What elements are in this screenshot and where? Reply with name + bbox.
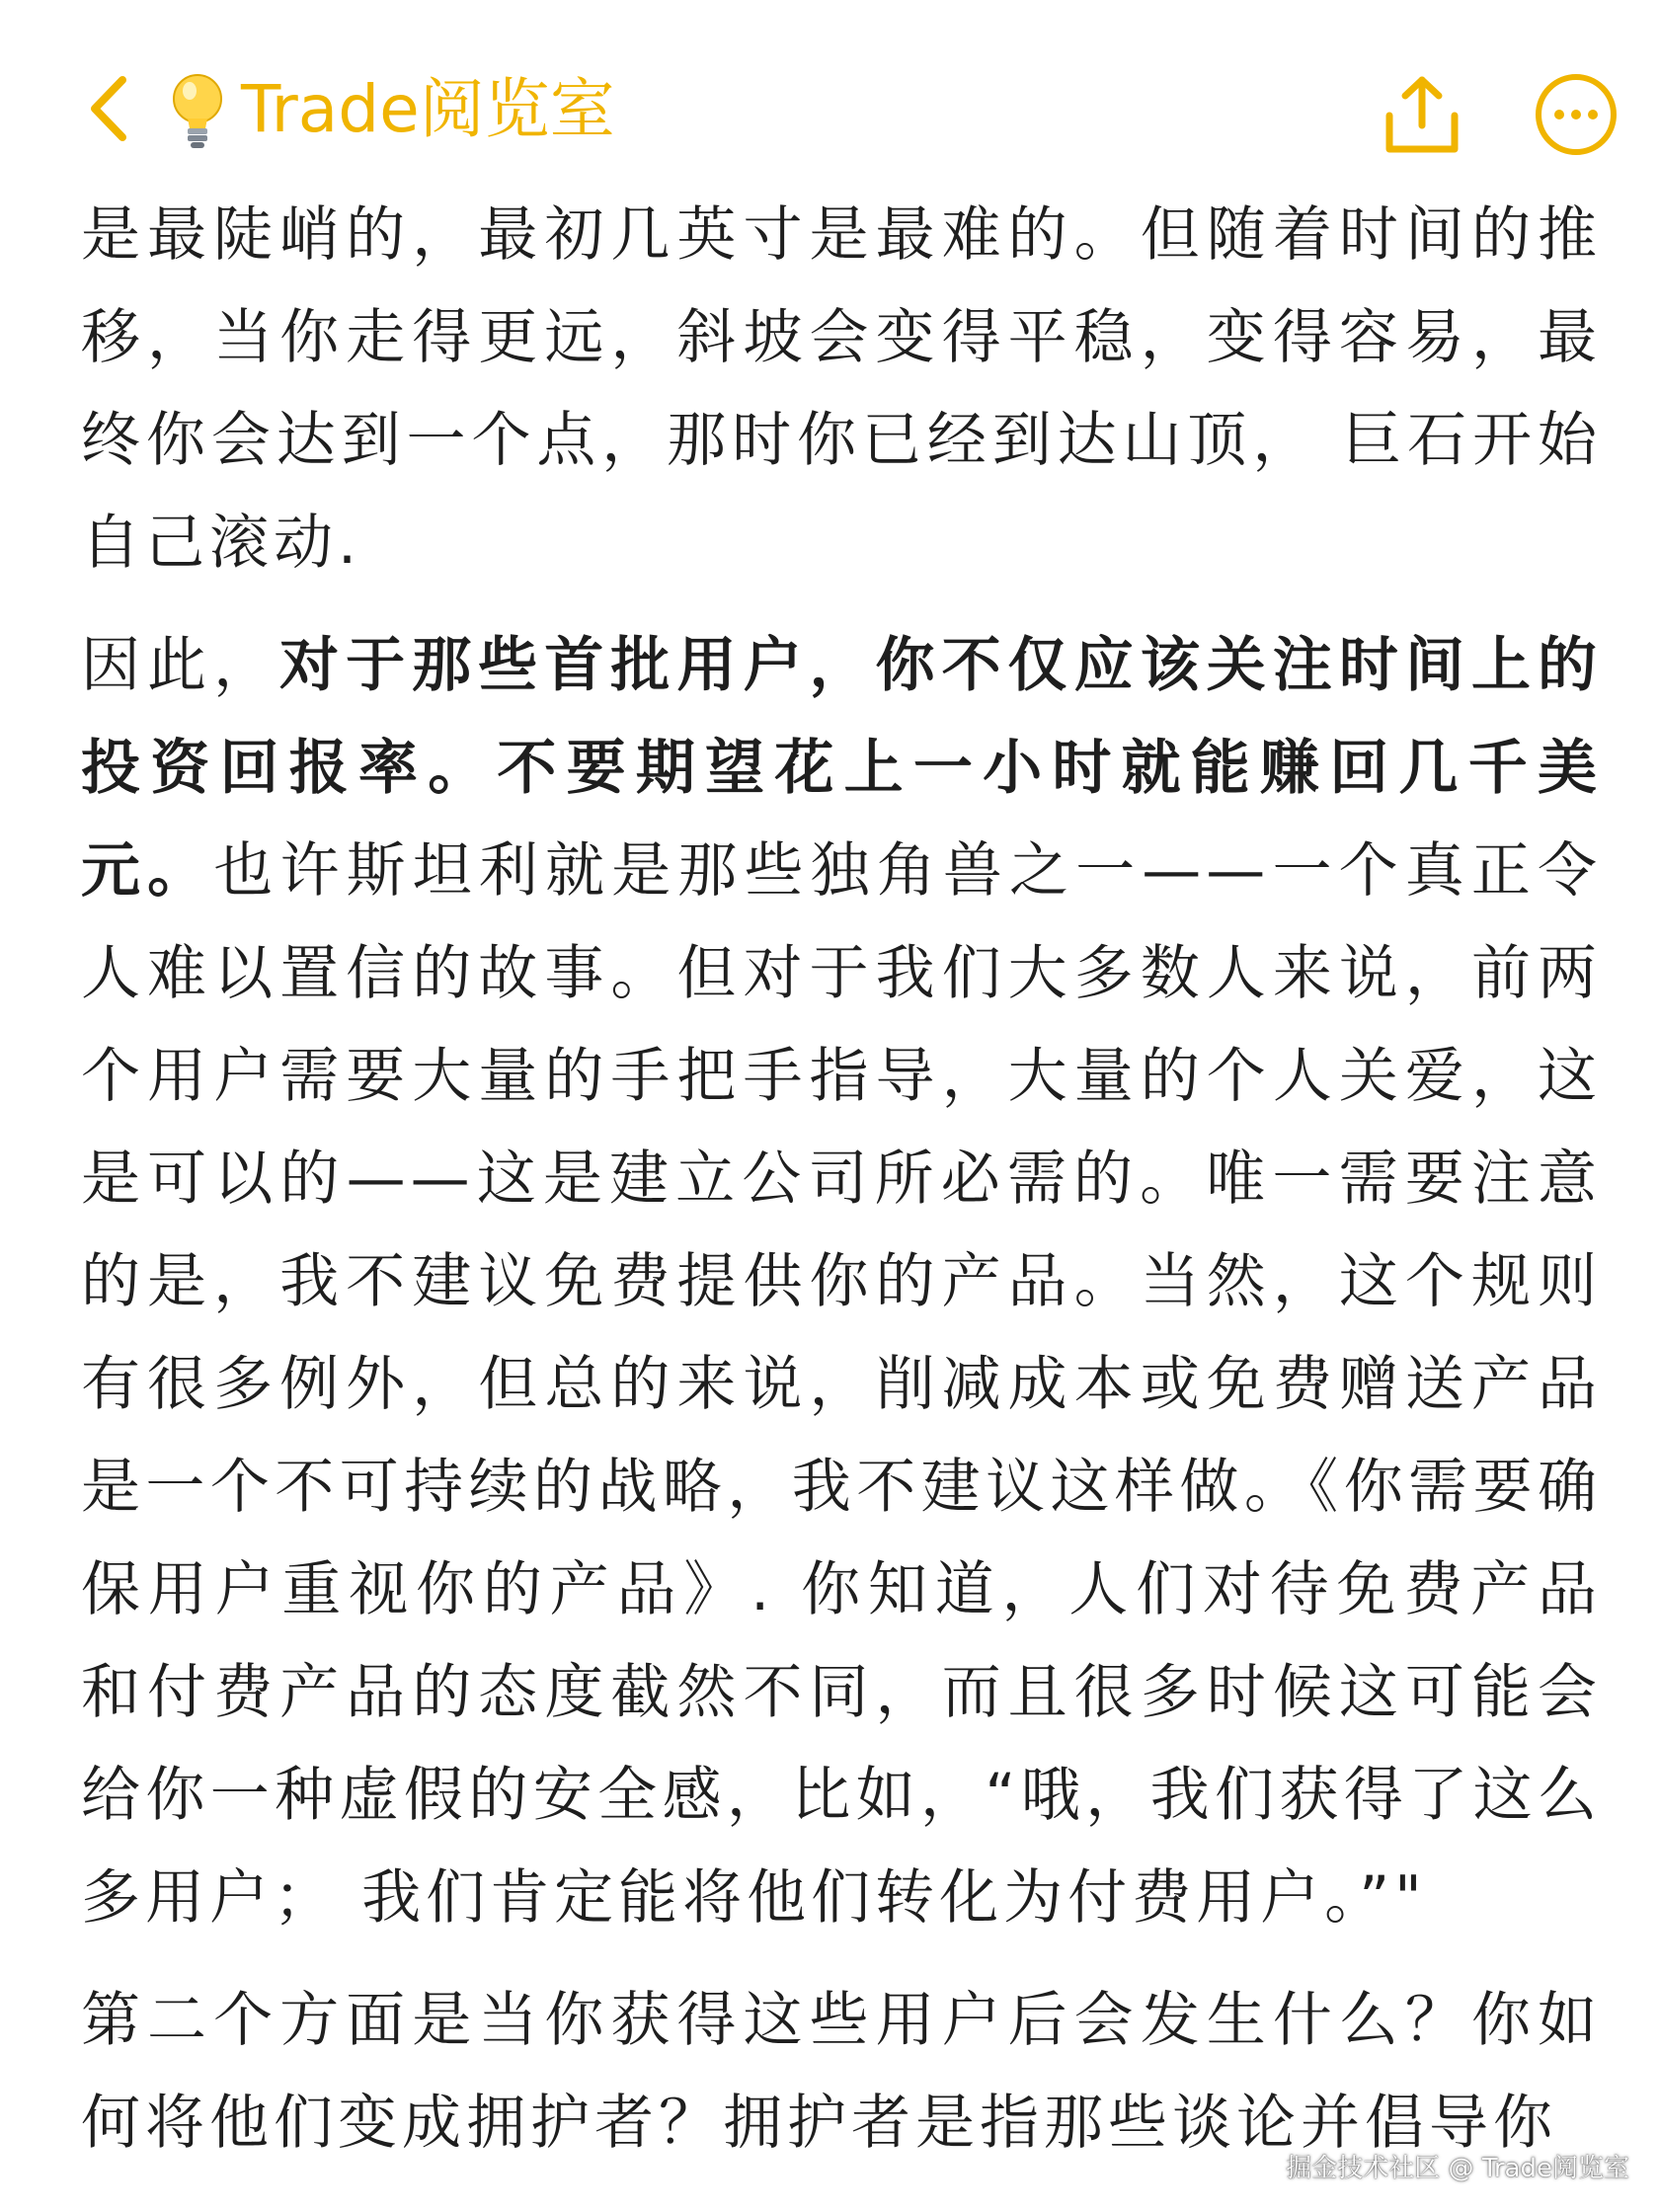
paragraph-2 xyxy=(81,614,1602,1949)
share-icon xyxy=(1380,72,1464,157)
more-icon xyxy=(1532,70,1620,159)
top-bar xyxy=(0,0,1659,198)
article-body xyxy=(81,184,1602,2174)
app-title: Trade阅览室 xyxy=(241,71,615,147)
chevron-left-icon xyxy=(87,74,130,143)
share-button[interactable] xyxy=(1371,63,1473,166)
watermark: 掘金技术社区 @ Trade阅览室 xyxy=(1286,2154,1629,2183)
back-button[interactable] xyxy=(79,69,138,148)
paragraph-3: 第二个方面是当你获得这些用户后会发生什么？你如何将他们变成拥护者？拥护者是指那些谈论并倡导你 xyxy=(81,1986,1602,2158)
paragraph-2-lead: 因此， xyxy=(81,631,280,700)
paragraph-2-bold: 对于那些首批用户，你不仅应该关注时间上的投资回报率。不要期望花上一小时就能赚回几千美元。 xyxy=(81,631,1603,906)
paragraph-2-rest: 也许斯坦利就是那些独角兽之一——一个真正令人难以置信的故事。但对于我们大多数人来说，前两个用户需要大量的手把手指导，大量的个人关爱，这是可以的——这是建立公司所必需的。唯一需要注意的是，我不建议免费提供你的产品。当然，这个规则有很多例外，但总的来说，削减成本或免费赠送产品是一个不可持续的战略，我不建议这样做。《你需要确保用户重视你的产品》. 你知道，人们对待免费产品和付费产品的态度截然不同，而且很多时候这可能会给你一种虚假的安全感，比如，“哦，我们获得了这么多用户； 我们肯定能将他们转化为付费用户。”" xyxy=(81,836,1603,1933)
paragraph-1: 是最陡峭的，最初几英寸是最难的。但随着时间的推移，当你走得更远，斜坡会变得平稳，变得容易，最终你会达到一个点，那时你已经到达山顶， 巨石开始自己滚动. xyxy=(81,200,1602,578)
lightbulb-icon xyxy=(170,71,225,154)
more-button[interactable] xyxy=(1527,65,1625,164)
